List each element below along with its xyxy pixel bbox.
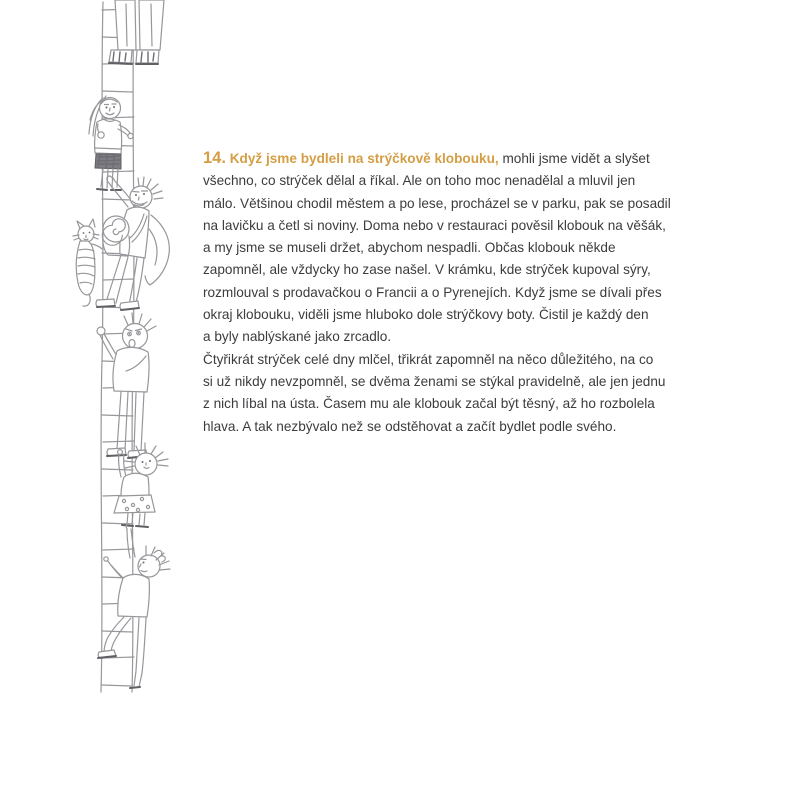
story-line: zapomněl, ale vždycky ho zase našel. V krámku, kde strýček kupoval sýry,	[203, 262, 651, 278]
story-line: okraj klobouku, viděli jsme hluboko dole strýčkovy boty. Čistil je každý den	[203, 307, 649, 323]
figure-worried-boy	[97, 313, 156, 458]
story-line: málo. Většinou chodil městem a po lese, procházel se v parku, pak se posadil	[203, 195, 671, 211]
story-line: si už nikdy nevzpomněl, se dvěma ženami se stýkal pravidelně, ale jen jednu	[203, 373, 666, 389]
story-text	[203, 147, 683, 438]
story-first-line-rest: mohli jsme vidět a slyšet	[502, 151, 650, 166]
story-line: hlava. A tak nezbývalo než se odstěhovat a začít bydlet podle svého.	[203, 418, 617, 434]
cat	[73, 219, 102, 306]
story-number: 14.	[203, 149, 226, 167]
story-heading: Když jsme bydleli na strýčkově klobouku,	[229, 151, 499, 166]
story-line: a byly nablýskané jako zrcadlo.	[203, 329, 392, 345]
figure-boy-with-bedroll	[96, 176, 169, 310]
story-line: všechno, co strýček dělal a říkal. Ale on toho moc nenadělal a mluvil jen	[203, 173, 636, 189]
story-line: na lavičku a četl si noviny. Doma nebo v restauraci pověsil klobouk na věšák,	[203, 217, 666, 233]
ladder-climbers-illustration	[0, 0, 200, 700]
story-line: Čtyřikrát strýček celé dny mlčel, třikrát zapomněl na něco důležitého, na co	[203, 351, 654, 367]
story-first-line	[203, 147, 683, 170]
story-line: z nich líbal na ústa. Časem mu ale klobouk začal být těsný, až ho rozbolela	[203, 396, 655, 412]
story-line: a my jsme se museli držet, abychom nespadli. Občas klobouk někde	[203, 240, 616, 256]
figure-uncle-legs	[109, 0, 164, 64]
figure-girl	[89, 96, 133, 190]
figure-climbing-woman	[98, 524, 170, 688]
story-line: rozmlouval s prodavačkou o Francii a o Pyrenejích. Když jsme se dívali přes	[203, 284, 662, 300]
